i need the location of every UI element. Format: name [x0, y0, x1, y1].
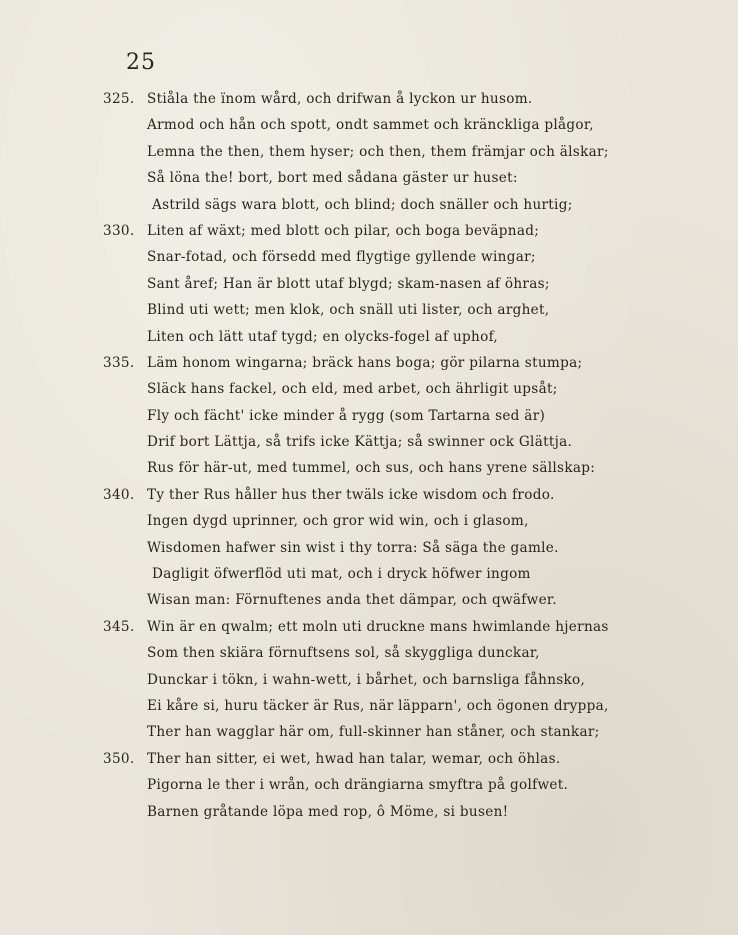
page-number: 25: [126, 50, 156, 75]
poem-line: [100, 746, 700, 772]
poem-line: [100, 324, 700, 350]
line-text: Wisan man: Förnuftenes anda thet dämpar, och qwäfwer.: [147, 592, 557, 609]
poem-line: [100, 244, 700, 270]
poem-line: [100, 799, 700, 825]
poem-line: [100, 587, 700, 613]
poem-line: [100, 667, 700, 693]
poem-line: [100, 508, 700, 534]
line-text: Ei kåre si, huru täcker är Rus, när läpparn', och ögonen dryppa,: [147, 697, 609, 714]
line-text: Släck hans fackel, och eld, med arbet, och ährligit upsåt;: [147, 381, 558, 398]
poem-line: [100, 192, 700, 218]
line-text: Astrild sägs wara blott, och blind; doch snäller och hurtig;: [152, 196, 573, 213]
line-text: Stiåla the ïnom wård, och drifwan å lyckon ur husom.: [147, 91, 533, 107]
line-text: Så löna the! bort, bort med sådana gäster ur huset:: [147, 170, 518, 187]
line-text: Snar-fotad, och försedd med flygtige gyllende wingar;: [147, 249, 536, 266]
poem-line: [100, 429, 700, 455]
poem-line: [100, 772, 700, 798]
line-text: Ty ther Rus håller hus ther twäls icke wisdom och frodo.: [147, 486, 555, 503]
line-number: 325.: [103, 91, 135, 107]
poem-line: [100, 614, 700, 640]
poem-line: [100, 640, 700, 666]
line-text: Som then skiära förnuftsens sol, så skyggliga dunckar,: [147, 645, 540, 662]
poem-text: [100, 86, 700, 825]
poem-line: [100, 535, 700, 561]
poem-line: [100, 455, 700, 481]
poem-line: [100, 297, 700, 323]
poem-line: [100, 165, 700, 191]
line-text: Drif bort Lättja, så trifs icke Kättja; så swinner ock Glättja.: [147, 434, 573, 451]
poem-line: [100, 403, 700, 429]
line-text: Lemna the then, them hyser; och then, them främjar och älskar;: [147, 143, 609, 160]
line-text: Pigorna le ther i wrån, och drängiarna smyftra på golfwet.: [147, 777, 569, 794]
line-text: Rus för här-ut, med tummel, och sus, och hans yrene sällskap:: [147, 460, 596, 477]
line-number: 335.: [103, 354, 135, 371]
line-number: 350.: [103, 750, 135, 767]
line-text: Läm honom wingarna; bräck hans boga; gör pilarna stumpa;: [147, 354, 583, 371]
poem-line: [100, 86, 700, 112]
line-number: 340.: [103, 486, 135, 503]
line-text: Blind uti wett; men klok, och snäll uti lister, och arghet,: [147, 302, 550, 319]
line-text: Ther han sitter, ei wet, hwad han talar, wemar, och öhlas.: [147, 750, 561, 767]
poem-line: [100, 561, 700, 587]
poem-line: [100, 693, 700, 719]
line-text: Ingen dygd uprinner, och gror wid win, och i glasom,: [147, 513, 529, 530]
line-number: 330.: [103, 222, 135, 239]
poem-line: [100, 139, 700, 165]
poem-line: [100, 112, 700, 138]
poem-line: [100, 719, 700, 745]
line-text: Armod och hån och spott, ondt sammet och kränckliga plågor,: [147, 117, 594, 134]
line-text: Ther han wagglar här om, full-skinner han ståner, och stankar;: [147, 724, 600, 741]
line-text: Dagligit öfwerflöd uti mat, och i dryck höfwer ingom: [152, 566, 531, 583]
line-text: Sant åref; Han är blott utaf blygd; skam-nasen af öhras;: [147, 275, 550, 292]
line-text: Fly och fächt' icke minder å rygg (som Tartarna sed är): [147, 407, 546, 424]
line-text: Win är en qwalm; ett moln uti druckne mans hwimlande hjernas: [147, 618, 609, 635]
line-text: Dunckar i tökn, i wahn-wett, i bårhet, och barnsliga fåhnsko,: [147, 671, 586, 688]
poem-line: [100, 271, 700, 297]
line-text: Barnen gråtande löpa med rop, ô Möme, si busen!: [147, 803, 509, 820]
poem-line: [100, 482, 700, 508]
poem-line: [100, 350, 700, 376]
line-text: Liten och lätt utaf tygd; en olycks-fogel af uphof,: [147, 328, 499, 345]
poem-line: [100, 376, 700, 402]
line-text: Liten af wäxt; med blott och pilar, och boga beväpnad;: [147, 222, 540, 239]
line-number: 345.: [103, 618, 135, 635]
line-text: Wisdomen hafwer sin wist i thy torra: Så säga the gamle.: [147, 539, 559, 556]
poem-line: [100, 218, 700, 244]
